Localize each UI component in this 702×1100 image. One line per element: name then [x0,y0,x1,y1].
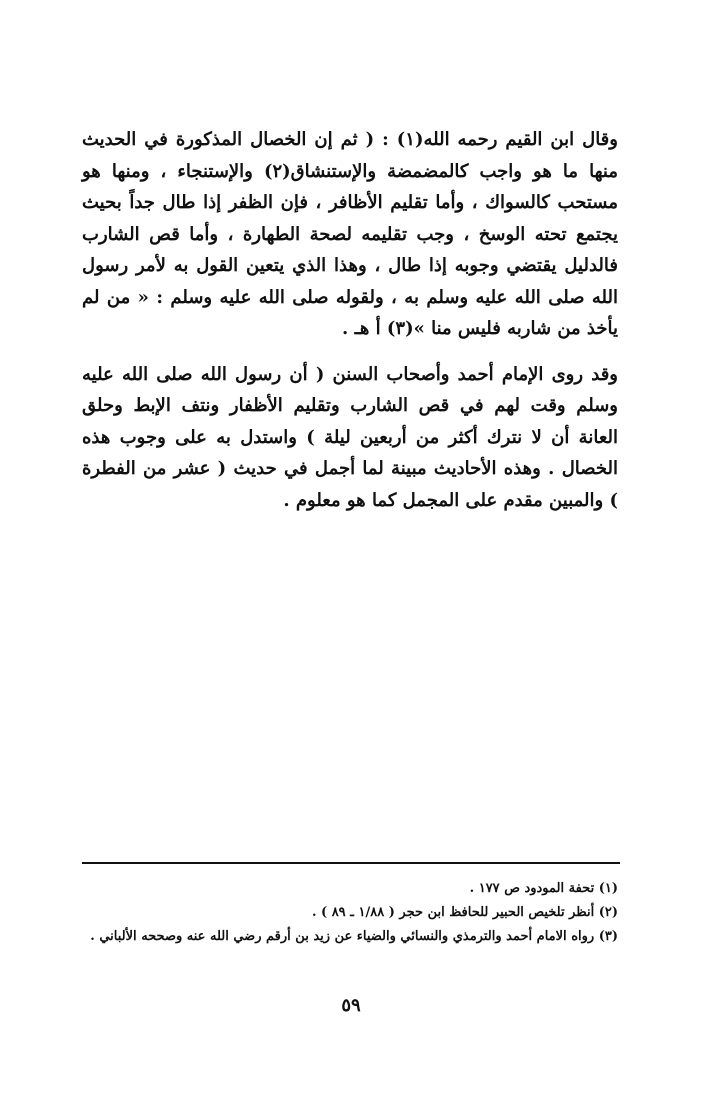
footnote-1: (١) تحفة المودود ص ١٧٧ . [469,881,618,896]
paragraph-imam-ahmad: وقد روى الإمام أحمد وأصحاب السنن ( أن رسول الله صلى الله عليه وسلم وقت لهم في قص الشارب وتقليم الأظفار ونتف الإبط وحلق العانة أن لا نترك أكثر من أربعين ليلة ) واستدل به على وجوب هذه الخصال . وهذه الأحاديث مبينة لما أجمل في حديث ( عشر من الفطرة ) والمبين مقدم على المجمل كما هو معلوم . [82,363,618,511]
footnote-2: (٢) أنظر تلخيص الحبير للحافظ ابن حجر ( ١/٨٨ ـ ٨٩ ) . [311,905,618,920]
page-number: ٥٩ [341,995,361,1016]
main-text [82,124,618,516]
footnote-divider [82,862,620,864]
paragraph-ibn-al-qayyim: وقال ابن القيم رحمه الله(١) : ( ثم إن الخصال المذكورة في الحديث منها ما هو واجب كالمضمضة والإستنشاق(٢) والإستنجاء ، ومنها هو مستحب كالسواك ، وأما تقليم الأظافر ، فإن الظفر إذا طال جداً بحيث يجتمع تحته الوسخ ، وجب تقليمه لصحة الطهارة ، وأما قص الشارب فالدليل يقتضي وجوبه إذا طال ، وهذا الذي يتعين القول به لأمر رسول الله صلى الله عليه وسلم به ، ولقوله صلى الله عليه وسلم : « من لم يأخذ من شاربه فليس منا »(٣) أ هـ . [82,129,619,339]
footnotes [82,877,618,949]
footnote-3: (٣) رواه الامام أحمد والترمذي والنسائي والضياء عن زيد بن أرقم رضي الله عنه وصححه الألباني . [90,929,618,944]
